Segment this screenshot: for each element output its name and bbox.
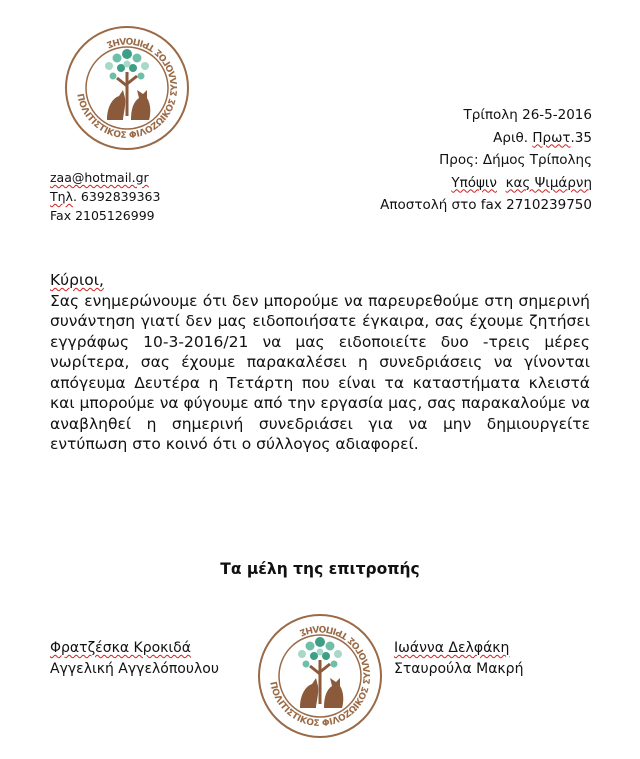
protocol-num: .35 bbox=[570, 129, 592, 146]
contact-block bbox=[50, 168, 160, 225]
signatory-name: Αγγελική Αγγελόπουλου bbox=[50, 661, 219, 677]
protocol-word: Πρωτ bbox=[532, 129, 571, 146]
signatory-name: Σταυρούλα Μακρή bbox=[394, 661, 524, 677]
phone-label: Τηλ bbox=[50, 189, 73, 204]
signatory-name: Ιωάννα Δελφάκη bbox=[394, 640, 510, 656]
letter-paragraph: Σας ενημερώνουμε ότι δεν μπορούμε να παρευρεθούμε στη σημερινή συνάντηση γιατί δεν μας ειδοποιήσατε έγκαιρα, σας έχουμε ζητήσει εγγράφως 10-3-2016/21 να μας ειδοποιείτε δυο -τρεις μέρες νωρίτερα, σας έχουμε παρακαλέσει η συνεδριάσεις να γίνονται απόγευμα Δευτέρα η Τετάρτη που είναι τα καταστήματα κλειστά και μπορούμε να φύγουμε από την εργασία μας, σας παρακαλούμε να αναβληθεί η σημερινή συνεδριάσει για να μην δημιουργείτε εντύπωση στο κοινό ότι ο σύλλογος αδιαφορεί. bbox=[50, 291, 590, 453]
attention-word: Υπόψιν bbox=[451, 174, 497, 191]
place-date: Τρίπολη 26-5-2016 bbox=[463, 107, 592, 123]
protocol-prefix: Αριθ. bbox=[493, 129, 533, 146]
logo-dog-cat-icon bbox=[107, 90, 150, 120]
salutation: Κύριοι, bbox=[50, 271, 104, 289]
signatures-right bbox=[394, 638, 523, 680]
letter-body bbox=[50, 270, 590, 455]
contact-email: zaa@hotmail.gr bbox=[50, 170, 149, 185]
association-logo-bottom bbox=[256, 612, 384, 740]
signatory-name: Φρατζέσκα Κροκιδά bbox=[50, 640, 191, 656]
letter-header-block bbox=[380, 104, 592, 217]
contact-phone bbox=[50, 187, 160, 206]
logo-ring-text: ΠΟΛΙΤΙΣΤΙΚΟΣ ΦΙΛΟΖΩΙΚΟΣ ΣΥΛΛΟΓΟΣ ΤΡΙΠΟΛΗΣ bbox=[267, 622, 374, 730]
attention-line bbox=[380, 172, 592, 195]
signatures-left bbox=[50, 638, 219, 680]
recipient: Προς: Δήμος Τρίπολης bbox=[439, 152, 592, 168]
logo-dog-cat-icon bbox=[300, 678, 343, 708]
protocol-number bbox=[380, 127, 592, 150]
fax-destination: Αποστολή στο fax 2710239750 bbox=[380, 197, 592, 213]
logo-ring-text: ΠΟΛΙΤΙΣΤΙΚΟΣ ΦΙΛΟΖΩΙΚΟΣ ΣΥΛΛΟΓΟΣ ΤΡΙΠΟΛΗΣ bbox=[74, 34, 181, 142]
association-logo-top bbox=[63, 24, 191, 152]
attention-name: κας Ψιμάρνη bbox=[505, 174, 592, 191]
phone-number: . 6392839363 bbox=[72, 189, 161, 204]
committee-title: Τα μέλη της επιτροπής bbox=[220, 560, 420, 578]
contact-fax: Fax 2105126999 bbox=[50, 208, 155, 223]
